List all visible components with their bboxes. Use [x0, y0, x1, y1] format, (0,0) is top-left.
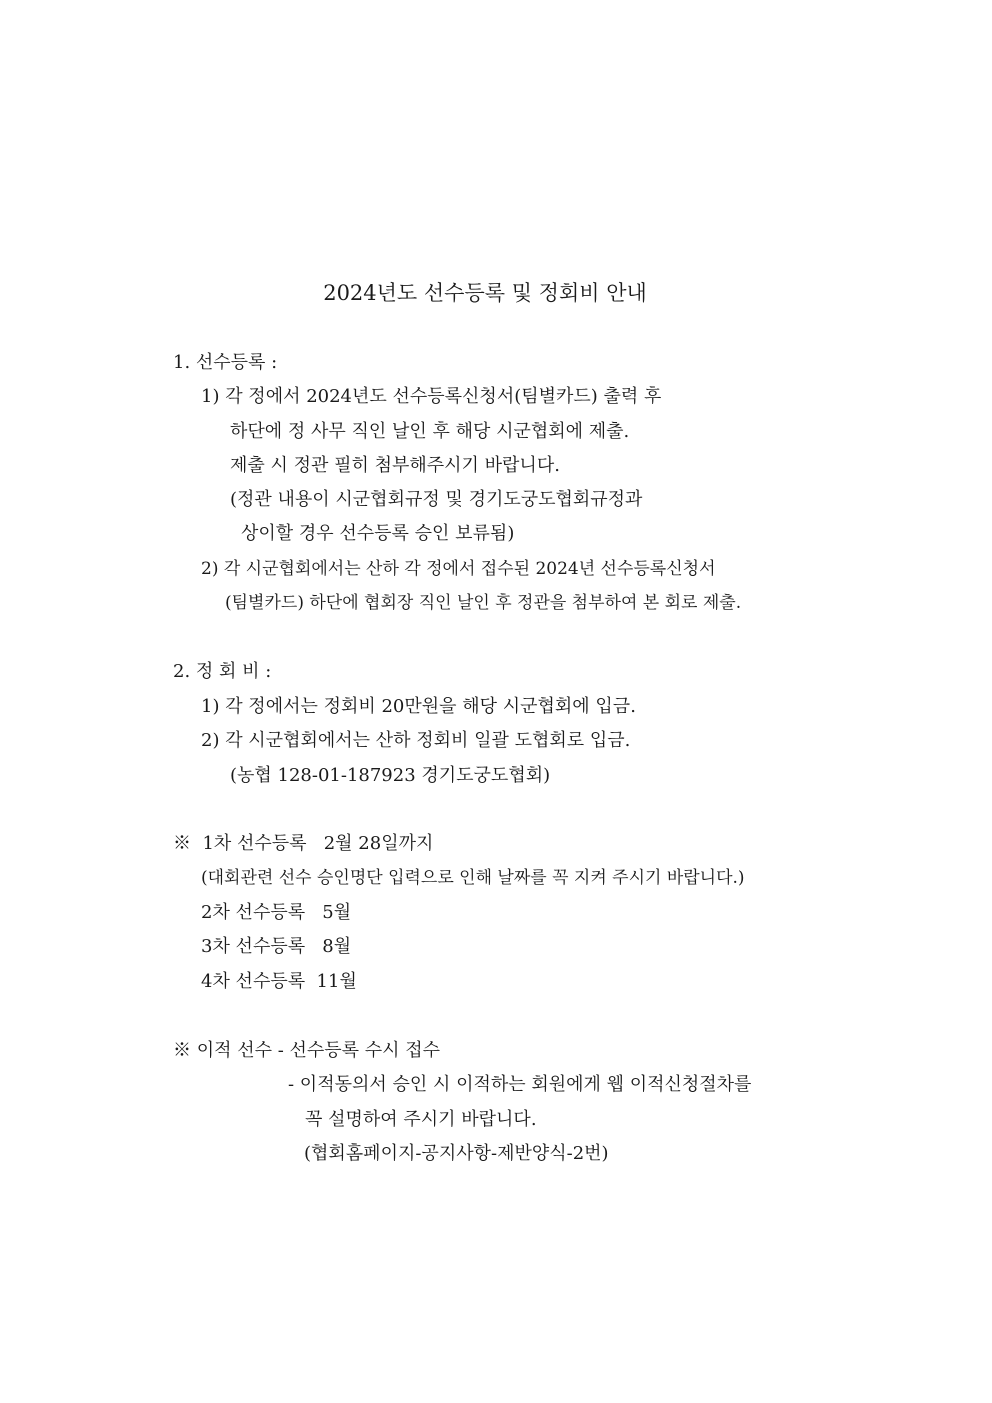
section1-line: (팀별카드) 하단에 협회장 직인 날인 후 정관을 첨부하여 본 회로 제출.	[225, 593, 742, 613]
document-title: 2024년도 선수등록 및 정회비 안내	[323, 281, 647, 305]
section1-line: 1) 각 정에서 2024년도 선수등록신청서(팀별카드) 출력 후	[201, 386, 662, 407]
section2-line: 2) 각 시군협회에서는 산하 정회비 일괄 도협회로 입금.	[201, 730, 631, 751]
schedule-first: ※ 1차 선수등록 2월 28일까지	[173, 833, 434, 854]
transfer-line: - 이적동의서 승인 시 이적하는 회원에게 웹 이적신청절차를	[288, 1074, 752, 1095]
schedule-note: (대회관련 선수 승인명단 입력으로 인해 날짜를 꼭 지켜 주시기 바랍니다.)	[201, 868, 745, 888]
transfer-line: (협회홈페이지-공지사항-제반양식-2번)	[304, 1143, 609, 1164]
section2-line: 1) 각 정에서는 정회비 20만원을 해당 시군협회에 입금.	[201, 696, 636, 717]
schedule-second: 2차 선수등록 5월	[201, 902, 352, 923]
section1-line: 2) 각 시군협회에서는 산하 각 정에서 접수된 2024년 선수등록신청서	[201, 559, 716, 579]
section1-line: 제출 시 정관 필히 첨부해주시기 바랍니다.	[230, 455, 560, 476]
section2-line: (농협 128-01-187923 경기도궁도협회)	[230, 765, 551, 786]
section2-heading: 2. 정 회 비 :	[173, 661, 272, 682]
section1-heading: 1. 선수등록 :	[173, 352, 278, 373]
schedule-third: 3차 선수등록 8월	[201, 936, 352, 957]
transfer-heading: ※ 이적 선수 - 선수등록 수시 접수	[173, 1040, 441, 1061]
schedule-fourth: 4차 선수등록 11월	[201, 971, 357, 992]
transfer-line: 꼭 설명하여 주시기 바랍니다.	[305, 1109, 537, 1130]
section1-line: (정관 내용이 시군협회규정 및 경기도궁도협회규정과	[230, 489, 643, 510]
section1-line: 하단에 정 사무 직인 날인 후 해당 시군협회에 제출.	[230, 421, 630, 442]
section1-line: 상이할 경우 선수등록 승인 보류됨)	[241, 523, 515, 544]
